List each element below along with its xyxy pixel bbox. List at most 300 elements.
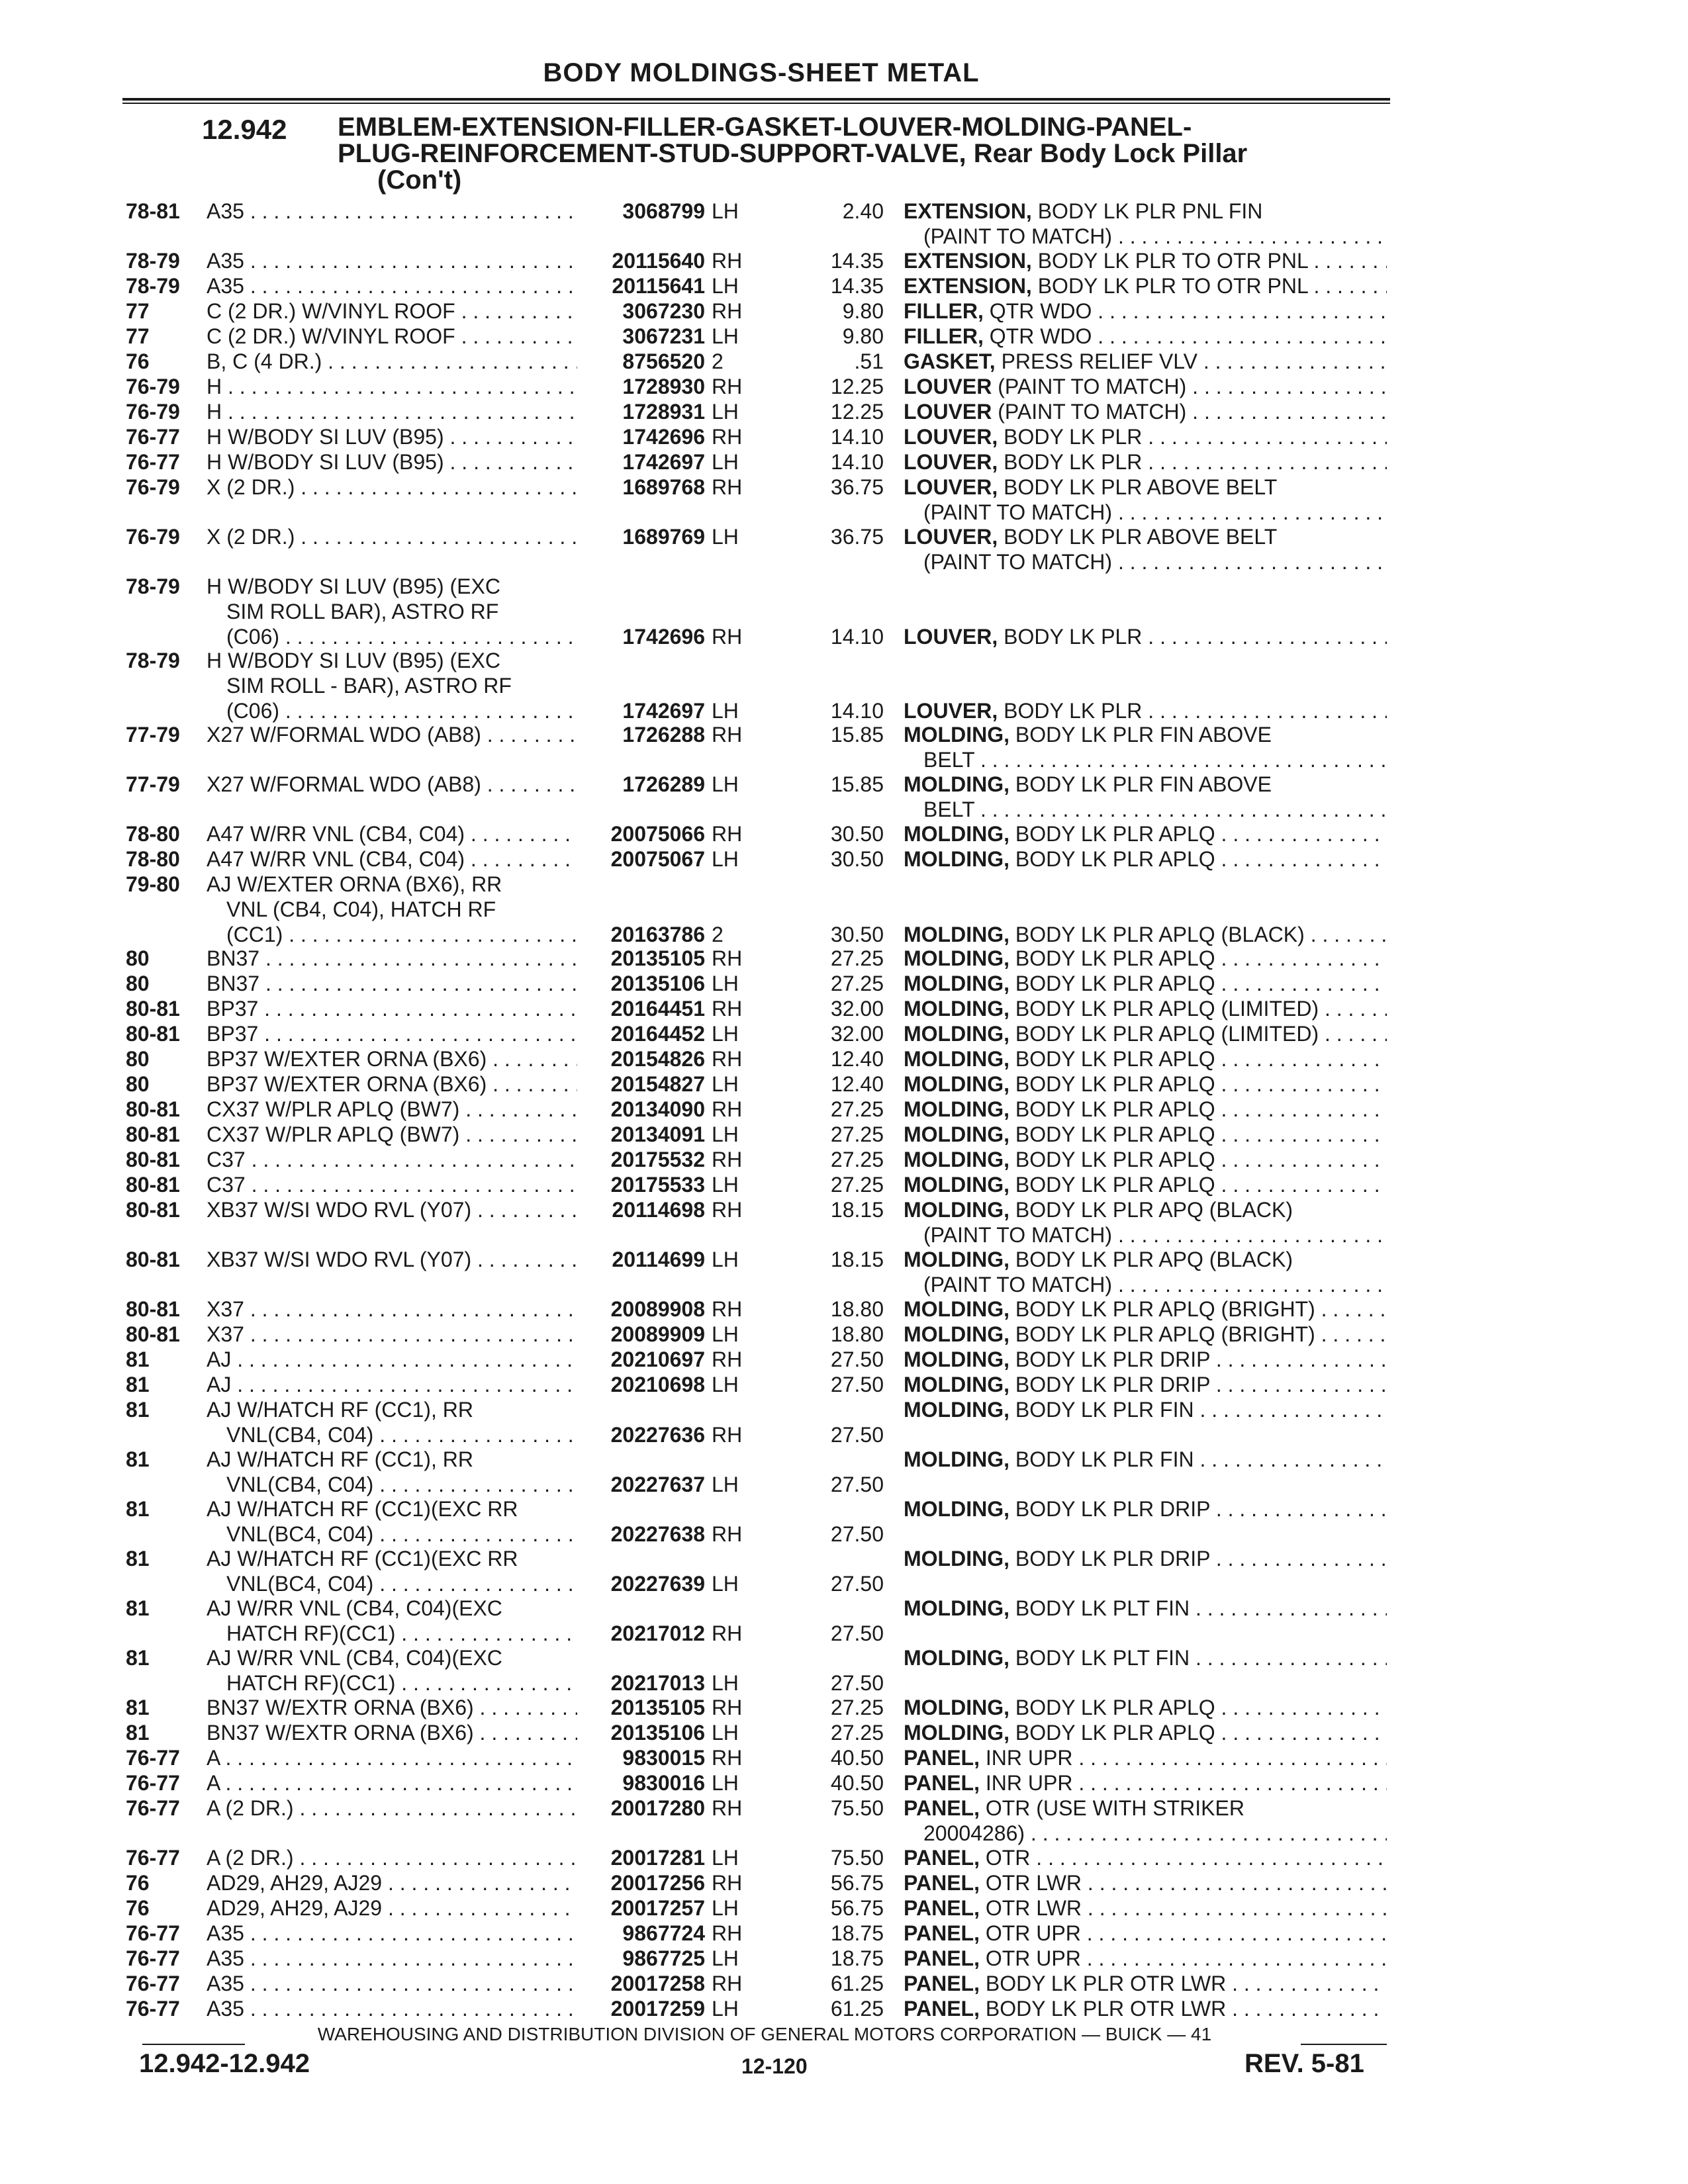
description-line bbox=[904, 1645, 1387, 1670]
leader-dots bbox=[1081, 1946, 1387, 1970]
price-cell: 40.50 bbox=[830, 1746, 884, 1770]
description-rest: BODY LK PLR bbox=[998, 425, 1143, 449]
leader-dots bbox=[395, 1671, 577, 1695]
table-row bbox=[0, 1971, 1688, 1996]
model-text: SIM ROLL BAR), ASTRO RF bbox=[226, 600, 499, 623]
model-text: VNL(BC4, C04) bbox=[226, 1522, 374, 1546]
leader-dots bbox=[465, 847, 577, 871]
model-line bbox=[207, 1472, 577, 1497]
leader-dots bbox=[258, 997, 577, 1021]
leader-dots bbox=[444, 425, 577, 449]
price-cell: 14.10 bbox=[830, 625, 884, 649]
year-cell: 80-81 bbox=[126, 1248, 180, 1271]
model-line bbox=[207, 1996, 577, 2021]
price-cell: 27.50 bbox=[830, 1522, 884, 1546]
model-text: AJ W/HATCH RF (CC1)(EXC RR bbox=[207, 1547, 518, 1570]
model-text: X (2 DR.) bbox=[207, 475, 295, 499]
model-line bbox=[207, 1745, 577, 1770]
description-text: MOLDING, bbox=[904, 997, 1009, 1021]
description-line bbox=[904, 248, 1387, 273]
description-line bbox=[904, 1596, 1387, 1621]
description-rest: BODY LK PLR APLQ bbox=[1009, 1148, 1215, 1171]
description-line bbox=[904, 1097, 1387, 1122]
description-text: PANEL, bbox=[904, 1796, 980, 1820]
side-cell: LH bbox=[712, 1846, 739, 1870]
price-cell: 32.00 bbox=[830, 997, 884, 1021]
model-text: H W/BODY SI LUV (B95) bbox=[207, 450, 444, 474]
description-line bbox=[904, 1172, 1387, 1197]
description-cell bbox=[904, 1397, 1387, 1422]
model-text: A bbox=[207, 1746, 220, 1770]
description-rest: OTR LWR bbox=[979, 1871, 1082, 1895]
model-line bbox=[207, 1372, 577, 1397]
price-cell: 27.25 bbox=[830, 1696, 884, 1719]
model-cell bbox=[207, 846, 577, 872]
part-number-cell: 9867725 bbox=[622, 1946, 705, 1970]
model-cell bbox=[207, 821, 577, 846]
year-cell: 77-79 bbox=[126, 723, 180, 747]
model-text: (C06) bbox=[226, 699, 280, 723]
leader-dots bbox=[244, 249, 577, 273]
model-text: VNL (CB4, C04), HATCH RF bbox=[226, 897, 496, 921]
model-cell bbox=[207, 248, 577, 273]
description-rest: BODY LK PLR FIN ABOVE bbox=[1009, 723, 1272, 747]
description-text: MOLDING, bbox=[904, 1148, 1009, 1171]
leader-dots bbox=[444, 450, 577, 474]
description-rest: BODY LK PLR OTR LWR bbox=[979, 1997, 1227, 2021]
model-text: HATCH RF)(CC1) bbox=[226, 1621, 396, 1645]
description-text: PANEL, bbox=[904, 1946, 980, 1970]
description-text: MOLDING, bbox=[904, 1347, 1009, 1371]
table-row bbox=[0, 399, 1688, 424]
side-cell: LH bbox=[712, 972, 739, 995]
model-cell bbox=[207, 524, 577, 549]
table-row bbox=[0, 821, 1688, 846]
part-number-cell: 1689769 bbox=[622, 525, 705, 549]
model-cell bbox=[207, 772, 577, 797]
year-cell: 78-80 bbox=[126, 847, 180, 871]
model-cell bbox=[207, 1197, 577, 1222]
year-cell: 78-79 bbox=[126, 274, 180, 298]
description-line bbox=[904, 846, 1387, 872]
part-number-cell: 3067231 bbox=[622, 324, 705, 348]
table-row bbox=[0, 1870, 1688, 1895]
price-cell: 56.75 bbox=[830, 1896, 884, 1920]
price-cell: 12.40 bbox=[830, 1047, 884, 1071]
model-line bbox=[207, 1621, 577, 1646]
model-line bbox=[207, 324, 577, 349]
description-line bbox=[904, 1770, 1387, 1796]
year-cell: 76-77 bbox=[126, 1771, 180, 1795]
leader-dots bbox=[474, 1721, 577, 1745]
description-text: MOLDING, bbox=[904, 1072, 1009, 1096]
part-number-cell: 1742696 bbox=[622, 425, 705, 449]
table-row bbox=[0, 1071, 1688, 1097]
model-text: A35 bbox=[207, 274, 244, 298]
model-line bbox=[207, 846, 577, 872]
year-cell: 76-77 bbox=[126, 425, 180, 449]
description-cell bbox=[904, 624, 1387, 649]
year-cell: 80-81 bbox=[126, 1148, 180, 1171]
year-cell: 76-77 bbox=[126, 1921, 180, 1945]
part-number-cell: 20017281 bbox=[610, 1846, 705, 1870]
side-cell: LH bbox=[712, 1022, 739, 1046]
leader-dots bbox=[373, 1572, 577, 1596]
part-number-cell: 9830015 bbox=[622, 1746, 705, 1770]
model-cell bbox=[207, 1720, 577, 1745]
price-cell: 18.80 bbox=[830, 1297, 884, 1321]
side-cell: LH bbox=[712, 1473, 739, 1496]
price-cell: 61.25 bbox=[830, 1997, 884, 2021]
part-number-cell: 9867724 bbox=[622, 1921, 705, 1945]
side-cell: RH bbox=[712, 1921, 743, 1945]
model-cell bbox=[207, 722, 577, 747]
table-row bbox=[0, 449, 1688, 475]
model-line bbox=[207, 475, 577, 500]
side-cell: LH bbox=[712, 772, 739, 796]
price-cell: 12.40 bbox=[830, 1072, 884, 1096]
table-row bbox=[0, 349, 1688, 374]
table-row bbox=[0, 1921, 1688, 1946]
footer-page-number: 12-120 bbox=[741, 2054, 808, 2078]
part-number-cell: 1689768 bbox=[622, 475, 705, 499]
leader-dots bbox=[1305, 923, 1387, 946]
model-line bbox=[207, 971, 577, 996]
description-line bbox=[904, 298, 1387, 324]
description-cell bbox=[904, 772, 1387, 822]
model-line bbox=[207, 374, 577, 399]
description-cell bbox=[904, 1845, 1387, 1870]
year-cell: 80 bbox=[126, 946, 150, 970]
price-cell: 27.50 bbox=[830, 1423, 884, 1447]
model-line bbox=[207, 1447, 577, 1472]
leader-dots bbox=[222, 400, 577, 424]
price-cell: 15.85 bbox=[830, 772, 884, 796]
description-line bbox=[904, 1247, 1387, 1272]
side-cell: LH bbox=[712, 1173, 739, 1197]
description-line bbox=[904, 1322, 1387, 1347]
leader-dots bbox=[1142, 625, 1387, 649]
table-row bbox=[0, 1645, 1688, 1695]
model-text: X (2 DR.) bbox=[207, 525, 295, 549]
description-text: PANEL, bbox=[904, 1871, 980, 1895]
model-line bbox=[207, 1046, 577, 1071]
description-cell bbox=[904, 1247, 1387, 1297]
side-cell: RH bbox=[712, 249, 743, 273]
price-cell: 12.25 bbox=[830, 375, 884, 398]
part-number-cell: 20175532 bbox=[610, 1148, 705, 1171]
description-cell bbox=[904, 273, 1387, 298]
model-cell bbox=[207, 449, 577, 475]
model-text: C37 bbox=[207, 1148, 246, 1171]
model-cell bbox=[207, 1172, 577, 1197]
model-cell bbox=[207, 1372, 577, 1397]
model-line bbox=[207, 648, 577, 673]
description-rest: BODY LK PLR APLQ bbox=[1009, 946, 1215, 970]
model-cell bbox=[207, 1122, 577, 1147]
description-line bbox=[904, 1397, 1387, 1422]
table-row bbox=[0, 374, 1688, 399]
description-rest: BODY LK PLT FIN bbox=[1009, 1646, 1190, 1670]
description-rest: OTR UPR bbox=[979, 1946, 1081, 1970]
model-line bbox=[207, 996, 577, 1021]
table-row bbox=[0, 1695, 1688, 1720]
part-number-cell: 20115640 bbox=[612, 249, 705, 273]
description-text: FILLER, bbox=[904, 299, 984, 323]
side-cell: RH bbox=[712, 946, 743, 970]
description-cell bbox=[904, 1770, 1387, 1796]
model-cell bbox=[207, 349, 577, 374]
year-cell: 77 bbox=[126, 299, 150, 323]
part-number-cell: 20217012 bbox=[610, 1621, 705, 1645]
leader-dots bbox=[459, 1122, 577, 1146]
model-cell bbox=[207, 1297, 577, 1322]
table-row bbox=[0, 424, 1688, 449]
description-line bbox=[904, 500, 1387, 525]
model-text: A35 bbox=[207, 1997, 244, 2021]
description-rest: OTR bbox=[979, 1846, 1031, 1870]
leader-dots bbox=[1186, 375, 1387, 398]
model-cell bbox=[207, 1845, 577, 1870]
part-number-cell: 20017256 bbox=[610, 1871, 705, 1895]
part-number-cell: 1742696 bbox=[622, 625, 705, 649]
model-cell bbox=[207, 1097, 577, 1122]
model-text: A (2 DR.) bbox=[207, 1846, 294, 1870]
model-text: CX37 W/PLR APLQ (BW7) bbox=[207, 1097, 460, 1121]
price-cell: 14.10 bbox=[830, 699, 884, 723]
leader-dots bbox=[1194, 1447, 1387, 1471]
price-cell: 75.50 bbox=[830, 1796, 884, 1820]
model-line bbox=[207, 1645, 577, 1670]
description-cell bbox=[904, 1496, 1387, 1522]
description-line bbox=[904, 1996, 1387, 2021]
description-line bbox=[904, 747, 1387, 772]
description-rest: (PAINT TO MATCH) bbox=[992, 375, 1187, 398]
table-row bbox=[0, 1946, 1688, 1971]
year-cell: 76-79 bbox=[126, 475, 180, 499]
leader-dots bbox=[1210, 1497, 1387, 1521]
description-cell bbox=[904, 1720, 1387, 1745]
description-line bbox=[904, 1870, 1387, 1895]
section-title-line: PLUG-REINFORCEMENT-STUD-SUPPORT-VALVE, Rear Body Lock Pillar bbox=[338, 139, 1248, 168]
leader-dots bbox=[1215, 822, 1387, 846]
description-cell bbox=[904, 1895, 1387, 1921]
description-cell bbox=[904, 1097, 1387, 1122]
side-cell: RH bbox=[712, 375, 743, 398]
price-cell: 27.25 bbox=[830, 1721, 884, 1745]
price-cell: 18.75 bbox=[830, 1921, 884, 1945]
leader-dots bbox=[220, 1746, 577, 1770]
model-cell bbox=[207, 1796, 577, 1821]
model-line bbox=[207, 1147, 577, 1172]
part-number-cell: 20017258 bbox=[610, 1972, 705, 1995]
description-text: MOLDING, bbox=[904, 822, 1009, 846]
description-line bbox=[904, 1147, 1387, 1172]
table-row bbox=[0, 722, 1688, 772]
description-cell bbox=[904, 1447, 1387, 1472]
leader-dots bbox=[382, 1871, 577, 1895]
description-line bbox=[904, 1372, 1387, 1397]
description-text: LOUVER bbox=[904, 400, 992, 424]
model-text: BN37 W/EXTR ORNA (BX6) bbox=[207, 1696, 474, 1719]
leader-dots bbox=[1210, 1347, 1387, 1371]
price-cell: 12.25 bbox=[830, 400, 884, 424]
description-line bbox=[904, 324, 1387, 349]
description-text: (PAINT TO MATCH) bbox=[923, 550, 1113, 574]
description-text: LOUVER, bbox=[904, 425, 998, 449]
model-line bbox=[207, 1845, 577, 1870]
model-text: AD29, AH29, AJ29 bbox=[207, 1896, 383, 1920]
part-number-cell: 20135106 bbox=[610, 1721, 705, 1745]
leader-dots bbox=[244, 1946, 577, 1970]
price-cell: 9.80 bbox=[842, 324, 884, 348]
table-row bbox=[0, 1021, 1688, 1046]
model-text: AJ W/HATCH RF (CC1), RR bbox=[207, 1398, 473, 1422]
leader-dots bbox=[222, 375, 577, 398]
price-cell: 27.25 bbox=[830, 972, 884, 995]
model-cell bbox=[207, 1745, 577, 1770]
description-line bbox=[904, 273, 1387, 298]
part-number-cell: 20217013 bbox=[610, 1671, 705, 1695]
side-cell: RH bbox=[712, 1972, 743, 1995]
leader-dots bbox=[1215, 1696, 1387, 1719]
model-cell bbox=[207, 1247, 577, 1272]
leader-dots bbox=[455, 299, 577, 323]
description-rest: BODY LK PLR DRIP bbox=[1009, 1347, 1210, 1371]
price-cell: 27.25 bbox=[830, 1148, 884, 1171]
description-text: (PAINT TO MATCH) bbox=[923, 1273, 1113, 1297]
model-text: AJ W/RR VNL (CB4, C04)(EXC bbox=[207, 1646, 502, 1670]
leader-dots bbox=[279, 625, 577, 649]
leader-dots bbox=[244, 199, 577, 223]
model-cell bbox=[207, 1347, 577, 1372]
model-line bbox=[207, 1870, 577, 1895]
model-line bbox=[207, 1496, 577, 1522]
description-text: MOLDING, bbox=[904, 1447, 1009, 1471]
leader-dots bbox=[1186, 400, 1387, 424]
leader-dots bbox=[1215, 847, 1387, 871]
side-cell: RH bbox=[712, 723, 743, 747]
description-cell bbox=[904, 1745, 1387, 1770]
description-cell bbox=[904, 1546, 1387, 1571]
description-text: EXTENSION, bbox=[904, 249, 1032, 273]
section-title-line: (Con't) bbox=[377, 165, 462, 195]
price-cell: 40.50 bbox=[830, 1771, 884, 1795]
leader-dots bbox=[1315, 1297, 1387, 1321]
model-cell bbox=[207, 1496, 577, 1547]
table-row bbox=[0, 846, 1688, 872]
description-rest: BODY LK PLR APQ (BLACK) bbox=[1009, 1248, 1293, 1271]
model-text: H bbox=[207, 375, 222, 398]
year-cell: 76 bbox=[126, 349, 150, 373]
description-rest: BODY LK PLR TO OTR PNL bbox=[1031, 274, 1308, 298]
model-line bbox=[207, 1522, 577, 1547]
year-cell: 78-79 bbox=[126, 249, 180, 273]
description-rest: BODY LK PLT FIN bbox=[1009, 1596, 1190, 1620]
leader-dots bbox=[246, 1148, 577, 1171]
model-line bbox=[207, 1946, 577, 1971]
side-cell: LH bbox=[712, 324, 739, 348]
description-text: PANEL, bbox=[904, 1972, 980, 1995]
description-cell bbox=[904, 1946, 1387, 1971]
price-cell: 27.25 bbox=[830, 1173, 884, 1197]
price-cell: 75.50 bbox=[830, 1846, 884, 1870]
model-cell bbox=[207, 1071, 577, 1097]
model-line bbox=[207, 1670, 577, 1696]
description-rest: BODY LK PLR APLQ (BLACK) bbox=[1009, 923, 1305, 946]
leader-dots bbox=[231, 1347, 577, 1371]
side-cell: LH bbox=[712, 274, 739, 298]
model-cell bbox=[207, 648, 577, 723]
model-text: A35 bbox=[207, 199, 244, 223]
description-line bbox=[904, 1197, 1387, 1222]
leader-dots bbox=[244, 274, 577, 298]
year-cell: 76 bbox=[126, 1871, 150, 1895]
leader-dots bbox=[1112, 224, 1387, 248]
leader-dots bbox=[1190, 1596, 1387, 1620]
table-row bbox=[0, 971, 1688, 996]
model-cell bbox=[207, 1546, 577, 1596]
model-text: A35 bbox=[207, 1946, 244, 1970]
model-line bbox=[207, 1895, 577, 1921]
leader-dots bbox=[474, 1696, 577, 1719]
side-cell: RH bbox=[712, 1522, 743, 1546]
model-text: H W/BODY SI LUV (B95) bbox=[207, 425, 444, 449]
description-text: BELT bbox=[923, 748, 975, 772]
table-row bbox=[0, 648, 1688, 722]
leader-dots bbox=[974, 748, 1387, 772]
leader-dots bbox=[373, 1473, 577, 1496]
year-cell: 80-81 bbox=[126, 1297, 180, 1321]
side-cell: LH bbox=[712, 699, 739, 723]
table-row bbox=[0, 1172, 1688, 1197]
description-cell bbox=[904, 1347, 1387, 1372]
description-text: MOLDING, bbox=[904, 772, 1009, 796]
leader-dots bbox=[1025, 1821, 1387, 1845]
leader-dots bbox=[1112, 500, 1387, 524]
description-line bbox=[904, 797, 1387, 822]
year-cell: 76-77 bbox=[126, 1946, 180, 1970]
side-cell: RH bbox=[712, 1871, 743, 1895]
description-rest: BODY LK PLR OTR LWR bbox=[979, 1972, 1227, 1995]
description-rest: BODY LK PLR APLQ bbox=[1009, 1173, 1215, 1197]
description-line bbox=[904, 1720, 1387, 1745]
model-cell bbox=[207, 1946, 577, 1971]
leader-dots bbox=[244, 1297, 577, 1321]
description-rest: BODY LK PLR APLQ (LIMITED) bbox=[1009, 997, 1319, 1021]
price-cell: 36.75 bbox=[830, 475, 884, 499]
model-cell bbox=[207, 1645, 577, 1696]
side-cell: LH bbox=[712, 1671, 739, 1695]
description-line bbox=[904, 1796, 1387, 1821]
model-text: AJ W/HATCH RF (CC1), RR bbox=[207, 1447, 473, 1471]
description-text: MOLDING, bbox=[904, 1696, 1009, 1719]
description-text: MOLDING, bbox=[904, 923, 1009, 946]
description-text: LOUVER, bbox=[904, 699, 998, 723]
part-number-cell: 20175533 bbox=[610, 1173, 705, 1197]
price-cell: 18.75 bbox=[830, 1946, 884, 1970]
leader-dots bbox=[1319, 1022, 1387, 1046]
footer-publisher: WAREHOUSING AND DISTRIBUTION DIVISION OF GENERAL MOTORS CORPORATION — BUICK — 41 bbox=[142, 2024, 1387, 2045]
part-number-cell: 20075067 bbox=[610, 847, 705, 871]
model-text: SIM ROLL - BAR), ASTRO RF bbox=[226, 674, 512, 698]
leader-dots bbox=[1226, 1997, 1387, 2021]
side-cell: RH bbox=[712, 625, 743, 649]
model-line bbox=[207, 1347, 577, 1372]
leader-dots bbox=[1308, 274, 1387, 298]
description-rest: BODY LK PLR APLQ bbox=[1009, 822, 1215, 846]
description-rest: BODY LK PLR ABOVE BELT bbox=[998, 475, 1278, 499]
